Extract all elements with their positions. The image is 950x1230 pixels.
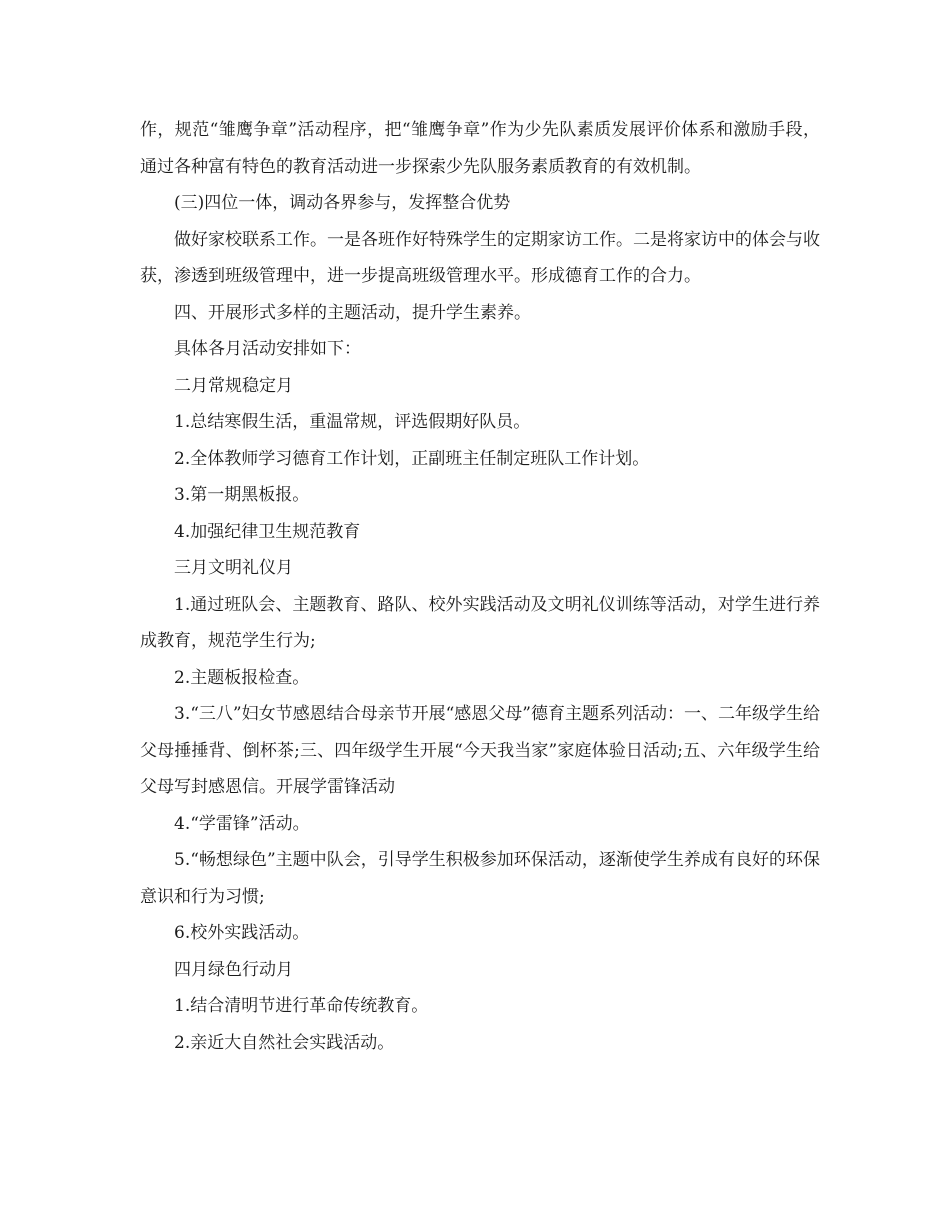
monthly-plan-intro: 具体各月活动安排如下： [174, 339, 361, 359]
list-item: 1.通过班队会、主题教育、路队、校外实践活动及文明礼仪训练等活动，对学生进行养成教育，规范学生行为; [140, 594, 820, 651]
list-item: 4.“学雷锋”活动。 [174, 813, 310, 834]
section-heading-four: 四、开展形式多样的主题活动，提升学生素养。 [174, 302, 531, 323]
list-item: 1.结合清明节进行革命传统教育。 [174, 996, 429, 1016]
list-item: 3.第一期黑板报。 [174, 485, 310, 505]
list-item: 5.“畅想绿色”主题中队会，引导学生积极参加环保活动，逐渐使学生养成有良好的环保意识和行为习惯; [140, 850, 820, 907]
paragraph-continuation: 作，规范“雏鹰争章”活动程序，把“雏鹰争章”作为少先队素质发展评价体系和激励手段，通过各种富有特色的教育活动进一步探索少先队服务素质教育的有效机制。 [140, 120, 820, 177]
month-heading-march: 三月文明礼仪月 [174, 558, 293, 578]
list-item: 4.加强纪律卫生规范教育 [174, 521, 361, 542]
month-heading-february: 二月常规稳定月 [174, 375, 293, 396]
document-body [140, 112, 820, 1061]
list-item: 2.全体教师学习德育工作计划，正副班主任制定班队工作计划。 [174, 448, 650, 469]
month-heading-april: 四月绿色行动月 [174, 959, 293, 980]
section-heading-three: (三)四位一体，调动各界参与，发挥整合优势 [174, 193, 511, 213]
list-item: 2.亲近大自然社会实践活动。 [174, 1032, 395, 1053]
list-item: 2.主题板报检查。 [174, 667, 310, 688]
list-item: 1.总结寒假生活，重温常规，评选假期好队员。 [174, 412, 531, 432]
list-item: 3.“三八”妇女节感恩结合母亲节开展“感恩父母”德育主题系列活动：一、二年级学生给父母捶捶背、倒杯茶;三、四年级学生开展“今天我当家”家庭体验日活动;五、六年级学生给父母写封感恩信。开展学雷锋活动 [140, 704, 820, 797]
list-item: 6.校外实践活动。 [174, 923, 310, 943]
paragraph-home-school: 做好家校联系工作。一是各班作好特殊学生的定期家访工作。二是将家访中的体会与收获，渗透到班级管理中，进一步提高班级管理水平。形成德育工作的合力。 [140, 229, 820, 286]
